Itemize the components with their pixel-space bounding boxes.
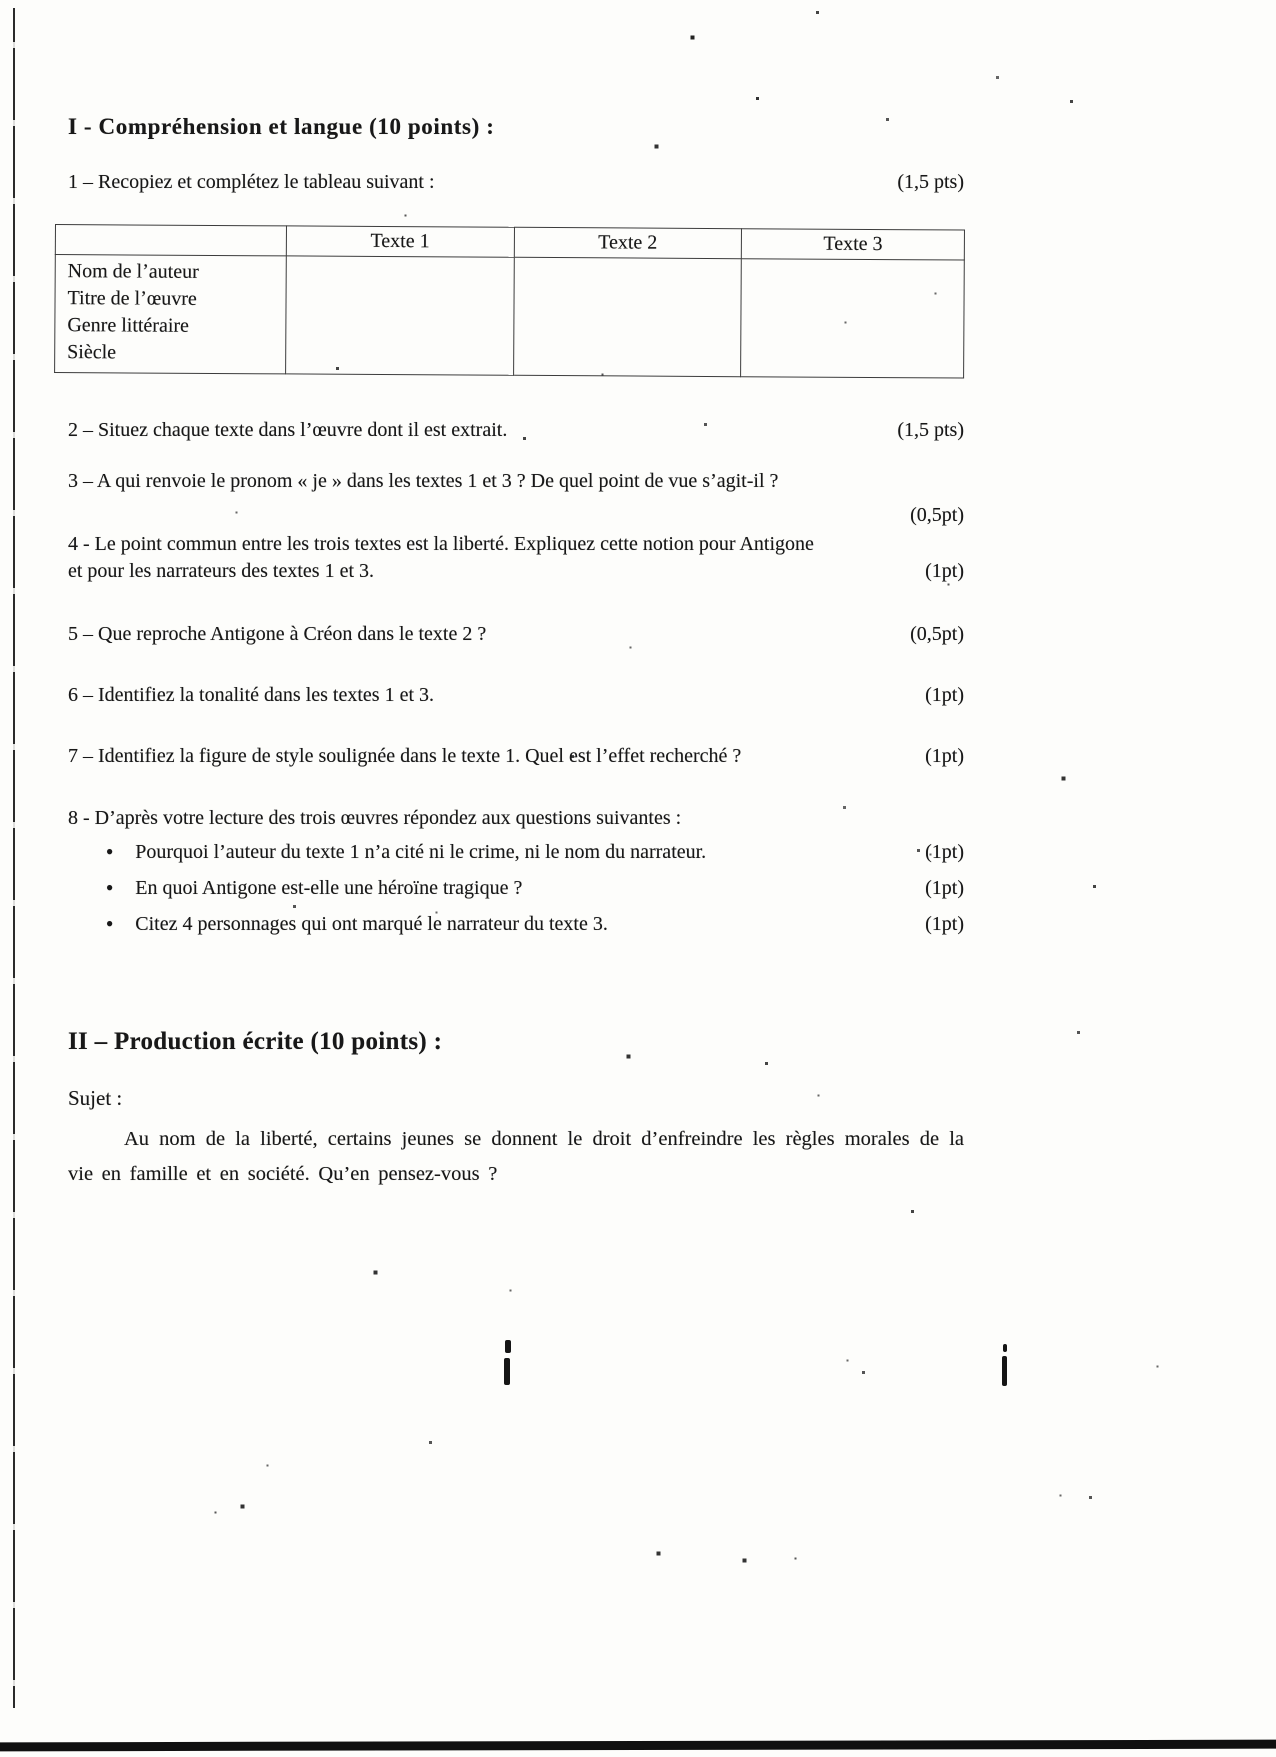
question-8-bullet-3 [68, 911, 964, 940]
question-4-points: (1pt) [925, 560, 964, 582]
question-4-text-line2: et pour les narrateurs des textes 1 et 3. [68, 560, 375, 582]
bullet-icon: ● [106, 880, 114, 894]
question-5-text: 5 – Que reproche Antigone à Créon dans le texte 2 ? [68, 623, 487, 645]
scan-bottom-edge-line [0, 1740, 1276, 1752]
table-header-texte3: Texte 3 [742, 229, 965, 260]
section1-heading: I - Compréhension et langue (10 points) : [68, 114, 495, 139]
bullet-icon: ● [106, 916, 114, 930]
row-label-title: Titre de l’œuvre [67, 287, 197, 310]
question-8-text: 8 - D’après votre lecture des trois œuvres répondez aux questions suivantes : [68, 807, 682, 829]
question-3 [68, 468, 964, 527]
question-3-points: (0,5pt) [910, 504, 964, 526]
question-1-text: 1 – Recopiez et complétez le tableau suivant : [68, 171, 435, 193]
table-body-row [55, 255, 965, 379]
table-row-labels-cell [55, 255, 286, 374]
question-1 [68, 169, 964, 196]
texts-comparison-table [54, 224, 965, 379]
table-header-texte2: Texte 2 [514, 227, 742, 258]
table-header-empty [55, 225, 286, 256]
section2-heading: II – Production écrite (10 points) : [68, 1028, 443, 1055]
question-5-points: (0,5pt) [910, 623, 964, 645]
question-5 [68, 621, 964, 648]
question-2-text: 2 – Situez chaque texte dans l’œuvre dont il est extrait. [68, 419, 508, 441]
question-2 [68, 417, 964, 444]
question-6 [68, 682, 964, 709]
sujet-paragraph: Au nom de la liberté, certains jeunes se donnent le droit d’enfreindre les règles morales de la vie en famille et en société. Qu’en pensez-vous ? [68, 1128, 964, 1185]
ink-mark [1003, 1344, 1007, 1352]
exam-page [68, 114, 964, 1213]
ink-mark [505, 1340, 511, 1353]
question-8-bullet-2-points: (1pt) [925, 877, 964, 899]
table-empty-cell-texte2 [513, 257, 741, 376]
scan-left-edge-line [13, 8, 15, 1708]
question-8-bullet-2-text: En quoi Antigone est-elle une héroïne tragique ? [135, 877, 523, 899]
sujet-label: Sujet : [68, 1086, 123, 1110]
question-7 [68, 743, 964, 770]
question-2-points: (1,5 pts) [897, 419, 964, 441]
question-7-text: 7 – Identifiez la figure de style soulignée dans le texte 1. Quel est l’effet recherché ? [68, 745, 742, 767]
question-6-text: 6 – Identifiez la tonalité dans les textes 1 et 3. [68, 684, 434, 706]
row-label-author: Nom de l’auteur [67, 260, 199, 283]
question-1-points: (1,5 pts) [897, 171, 964, 193]
scan-noise-specks [0, 0, 1, 1]
question-8 [68, 805, 964, 940]
question-8-bullet-3-points: (1pt) [925, 913, 964, 935]
question-3-text: 3 – A qui renvoie le pronom « je » dans les textes 1 et 3 ? De quel point de vue s’agit-il ? [68, 470, 779, 492]
ink-mark [504, 1358, 510, 1385]
table-empty-cell-texte3 [741, 259, 964, 378]
row-label-genre: Genre littéraire [67, 314, 190, 337]
question-8-bullet-2 [68, 875, 964, 904]
row-label-century: Siècle [67, 341, 117, 364]
question-8-bullet-3-text: Citez 4 personnages qui ont marqué le narrateur du texte 3. [135, 913, 608, 935]
question-4-text-line1: 4 - Le point commun entre les trois textes est la liberté. Expliquez cette notion pour Antigone [68, 533, 814, 555]
question-7-points: (1pt) [925, 745, 964, 767]
question-8-bullet-1-text: Pourquoi l’auteur du texte 1 n’a cité ni le crime, ni le nom du narrateur. [135, 841, 707, 863]
bullet-icon: ● [106, 844, 114, 858]
table-header-texte1: Texte 1 [286, 226, 514, 257]
question-4 [68, 531, 964, 585]
table-empty-cell-texte1 [285, 256, 513, 375]
question-8-bullet-1 [68, 839, 964, 868]
question-8-bullet-1-points: (1pt) [925, 841, 964, 863]
question-6-points: (1pt) [925, 684, 964, 706]
ink-mark [1002, 1356, 1007, 1386]
